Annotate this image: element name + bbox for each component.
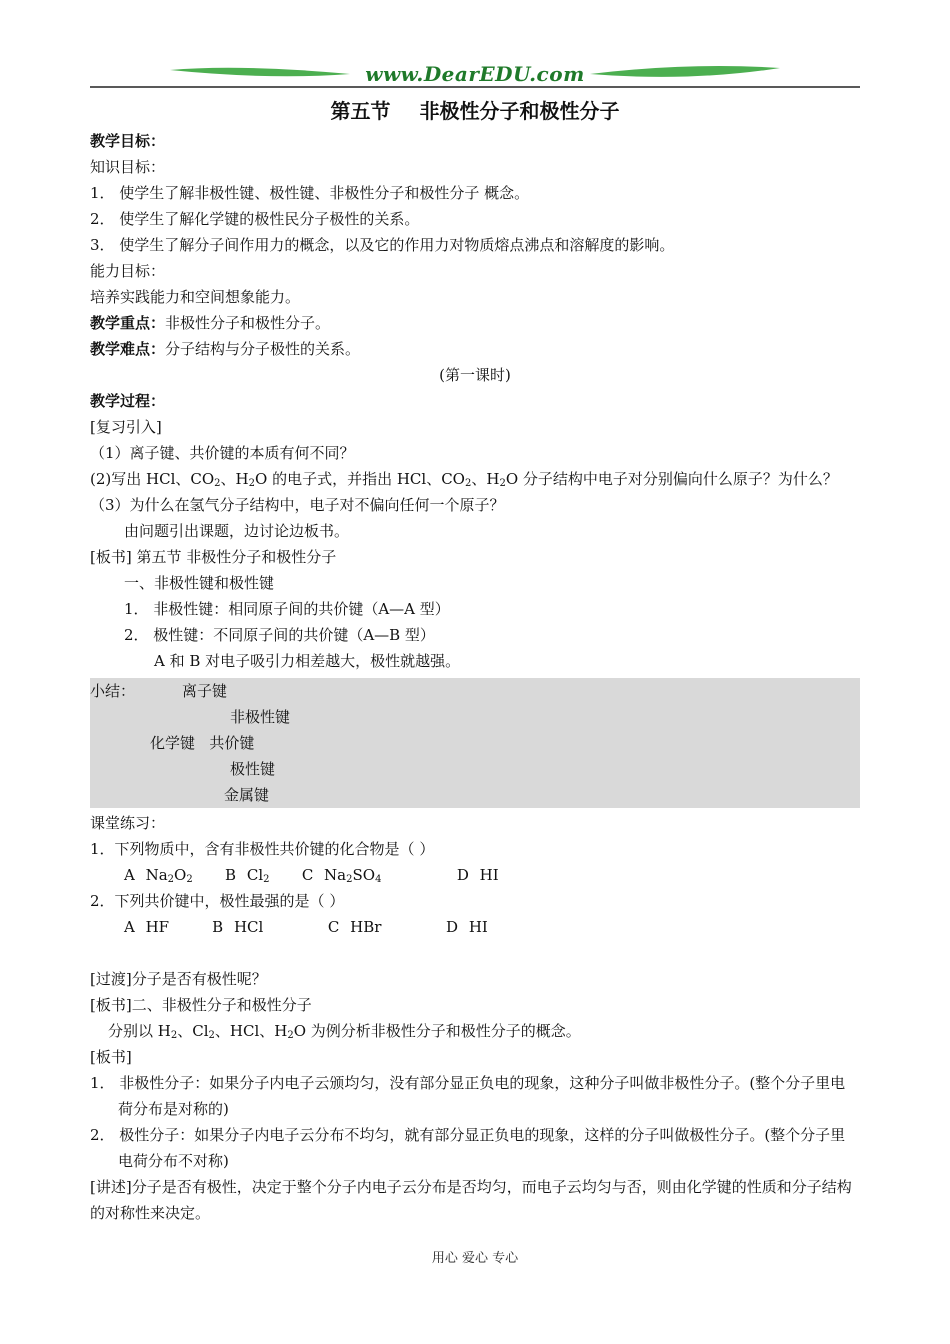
lecture-text: [讲述]分子是否有极性，决定于整个分子内电子云分布是否均匀，而电子云均匀与否，则由化学键的性质和分子结构的对称性来决定。 — [90, 1178, 852, 1222]
analysis-part: 、Cl — [177, 1022, 209, 1040]
definition-polar: 2． 极性分子：如果分子内电子云分布不均匀，就有部分显正负电的现象，这样的分子叫做极性分子。(整个分子里电荷分布不对称) — [90, 1126, 846, 1170]
summary-row — [90, 730, 860, 756]
option-c: SO — [352, 866, 376, 884]
intro-text: 由问题引出课题，边讨论边板书。 — [124, 522, 350, 540]
practice-heading: 课堂练习： — [90, 814, 166, 832]
sub: 2 — [186, 874, 193, 885]
knowledge-heading: 知识目标： — [90, 158, 166, 176]
board-note-3: [板书] — [90, 1048, 132, 1066]
question-2: (2)写出 HCl、$CO_2$、$H_2O$ 的电子式，并指出 HCl、$CO_2$、$H_2O$ 分子结构中电子对分别偏向什么原子？为什么？ — [90, 470, 838, 489]
question-3: （3）为什么在氢气分子结构中，电子对不偏向任何一个原子？ — [90, 496, 505, 514]
q2-part: 、H — [471, 470, 500, 488]
section-1-item: 2． 极性键：不同原子间的共价键（A—B 型） — [124, 626, 435, 644]
question-1: （1）离子键、共价键的本质有何不同？ — [90, 444, 355, 462]
summary-covalent: 共价键 — [209, 734, 255, 752]
board-note-1: [板书] 第五节 非极性分子和极性分子 — [90, 548, 337, 566]
summary-nonpolar: 非极性键 — [230, 708, 291, 726]
summary-ionic: 离子键 — [182, 682, 228, 700]
ability-text: 培养实践能力和空间想象能力。 — [90, 288, 301, 306]
q2-part: 、H — [220, 470, 249, 488]
knowledge-item: 3． 使学生了解分子间作用力的概念，以及它的作用力对物质熔点沸点和溶解度的影响。 — [90, 236, 675, 254]
summary-box — [90, 678, 860, 808]
practice-question-2: 2．下列共价键中，极性最强的是（ ） — [90, 892, 345, 910]
q2-part: O 的电子式，并指出 HCl、CO — [255, 470, 465, 488]
option-a: A Na — [124, 866, 168, 884]
section-1-heading: 一、非极性键和极性键 — [124, 574, 275, 592]
option-a: O — [174, 866, 187, 884]
page-title: 第五节 非极性分子和极性分子 — [330, 99, 620, 123]
difficulty-text: 分子结构与分子极性的关系。 — [165, 340, 361, 358]
q2-part: (2)写出 HCl、CO — [90, 470, 215, 488]
section-1-item: 1． 非极性键：相同原子间的共价键（A—A 型） — [124, 600, 450, 618]
analysis-part: O 为例分析非极性分子和极性分子的概念。 — [293, 1022, 581, 1040]
page-header — [90, 60, 860, 92]
knowledge-item: 1． 使学生了解非极性键、极性键、非极性分子和极性分子 概念。 — [90, 184, 530, 202]
goals-heading: 教学目标： — [90, 132, 166, 150]
sub: 4 — [375, 874, 382, 885]
process-heading: 教学过程： — [90, 392, 166, 410]
sub: 2 — [167, 874, 175, 885]
document-body — [90, 94, 860, 1226]
practice-options-2: A HF B HCl C HBr D HI — [124, 918, 488, 936]
summary-row — [90, 678, 860, 704]
lesson-label: (第一课时) — [439, 366, 511, 384]
summary-label: 小结： — [90, 682, 136, 700]
section-1-note: A 和 B 对电子吸引力相差越大，极性就越强。 — [154, 652, 461, 670]
page-footer: 用心 爱心 专心 — [431, 1251, 519, 1266]
sub: 2 — [346, 874, 353, 885]
option-b: B Cl — [225, 866, 264, 884]
practice-options-1 — [90, 862, 860, 888]
summary-chem-bond: 化学键 — [150, 734, 196, 752]
q2-part: O 分子结构中电子对分别偏向什么原子？为什么？ — [505, 470, 838, 488]
difficulty — [90, 336, 860, 362]
analysis-text: 分别以 $H_2$、$Cl_2$、HCl、$H_2O$ 为例分析非极性分子和极性分子的概念。 — [108, 1022, 581, 1041]
knowledge-item: 2． 使学生了解化学键的极性民分子极性的关系。 — [90, 210, 420, 228]
practice-question-1: 1．下列物质中，含有非极性共价键的化合物是（ ） — [90, 840, 435, 858]
option-c: C Na — [301, 866, 347, 884]
analysis-part: 分别以 H — [108, 1022, 171, 1040]
sub: 2 — [263, 874, 270, 885]
board-note-2: [板书]二、非极性分子和极性分子 — [90, 996, 312, 1014]
site-logo[interactable]: www.DearEDU.com — [365, 62, 585, 86]
difficulty-label: 教学难点： — [90, 340, 166, 358]
transition: [过渡]分子是否有极性呢？ — [90, 970, 267, 988]
summary-metallic: 金属键 — [224, 786, 270, 804]
option-d: D HI — [456, 866, 499, 884]
review-label: [复习引入] — [90, 418, 162, 436]
key-point-text: 非极性分子和极性分子。 — [165, 314, 331, 332]
ability-heading: 能力目标： — [90, 262, 166, 280]
key-point — [90, 310, 860, 336]
key-point-label: 教学重点： — [90, 314, 166, 332]
definition-nonpolar: 1． 非极性分子：如果分子内电子云颁均匀，没有部分显正负电的现象，这种分子叫做非极性分子。(整个分子里电荷分布是对称的) — [90, 1074, 846, 1118]
summary-polar: 极性键 — [230, 760, 276, 778]
analysis-part: 、HCl、H — [214, 1022, 288, 1040]
